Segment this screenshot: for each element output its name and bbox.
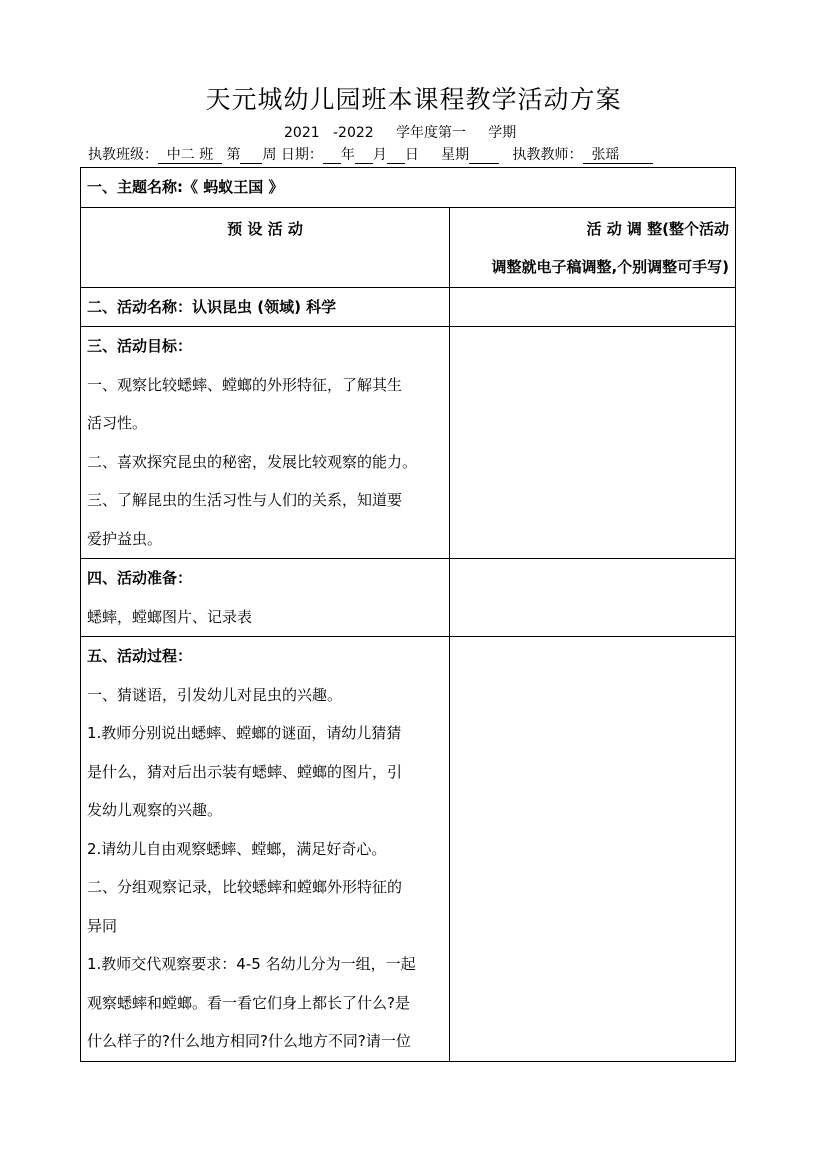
process-adjust-cell (450, 637, 736, 1062)
day-blank (387, 146, 405, 164)
goals-line: 三、了解昆虫的生活习性与人们的关系，知道要 (87, 491, 403, 509)
month-unit: 月 (372, 147, 387, 163)
prep-cell (81, 559, 450, 637)
goals-line: 活习性。 (87, 414, 148, 432)
school-year-line (284, 124, 516, 142)
class-info-line (88, 146, 748, 164)
date-label: 日期： (280, 147, 323, 163)
prep-heading: 四、活动准备： (87, 569, 193, 587)
goals-adjust-cell (450, 327, 736, 559)
goals-cell (81, 327, 450, 559)
class-value: 中二 班 (158, 146, 222, 164)
process-cell (81, 637, 450, 1062)
year-start: 2021 (284, 125, 320, 141)
process-line: 什么样子的?什么地方相同?什么地方不同?请一位 (87, 1032, 411, 1050)
weekday-label: 星期 (441, 147, 470, 163)
process-line: 1.教师分别说出蟋蟀、螳螂的谜面，请幼儿猜猜 (87, 724, 402, 742)
process-line: 一、猜谜语，引发幼儿对昆虫的兴趣。 (87, 685, 343, 704)
year-blank (323, 146, 341, 164)
year-end: -2022 (333, 125, 374, 141)
process-line: 二、分组观察记录，比较蟋蟀和螳螂外形特征的 (87, 878, 403, 896)
process-line: 发幼儿观察的兴趣。 (87, 801, 223, 819)
activity-name-adjust-cell (450, 287, 736, 327)
process-heading: 五、活动过程： (87, 647, 193, 665)
preset-activity-header: 预 设 活 动 (81, 207, 450, 287)
theme-row: 一、主题名称:《 蚂蚁王国 》 (81, 168, 736, 208)
week-blank (240, 146, 262, 164)
goals-line: 二、喜欢探究昆虫的秘密，发展比较观察的能力。 (87, 452, 418, 471)
process-line: 是什么，猜对后出示装有蟋蟀、螳螂的图片，引 (87, 762, 403, 781)
year-suffix: 学年度第一 (395, 125, 466, 141)
class-label: 执教班级： (88, 147, 158, 163)
day-unit: 日 (404, 147, 419, 163)
process-line: 2.请幼儿自由观察蟋蟀、螳螂，满足好奇心。 (87, 839, 387, 858)
goals-line: 一、观察比较蟋蟀、螳螂的外形特征，了解其生 (87, 375, 403, 394)
teacher-value: 张瑶 (583, 146, 653, 164)
weekday-blank (469, 146, 499, 164)
year-unit: 年 (340, 147, 355, 163)
prep-adjust-cell (450, 559, 736, 637)
process-line: 1.教师交代观察要求：4-5 名幼儿分为一组，一起 (87, 955, 416, 973)
week-unit: 周 (262, 147, 277, 163)
process-line: 异同 (87, 916, 118, 935)
prep-line: 蟋蟀，螳螂图片、记录表 (87, 607, 253, 626)
plan-table (80, 167, 736, 1062)
teacher-label: 执教教师： (512, 147, 583, 163)
page-title: 天元城幼儿园班本课程教学活动方案 (205, 85, 622, 114)
term-label: 学期 (488, 125, 517, 141)
month-blank (355, 146, 373, 164)
activity-name-cell: 二、活动名称：认识昆虫 (领域) 科学 (81, 287, 450, 327)
week-label: 第 (226, 147, 241, 163)
process-line: 观察蟋蟀和螳螂。看一看它们身上都长了什么?是 (87, 993, 410, 1012)
adjust-activity-header: 活 动 调 整(整个活动 调整就电子稿调整,个别调整可手写) (450, 207, 736, 287)
goals-heading: 三、活动目标： (87, 337, 193, 355)
goals-line: 爱护益虫。 (87, 529, 163, 548)
